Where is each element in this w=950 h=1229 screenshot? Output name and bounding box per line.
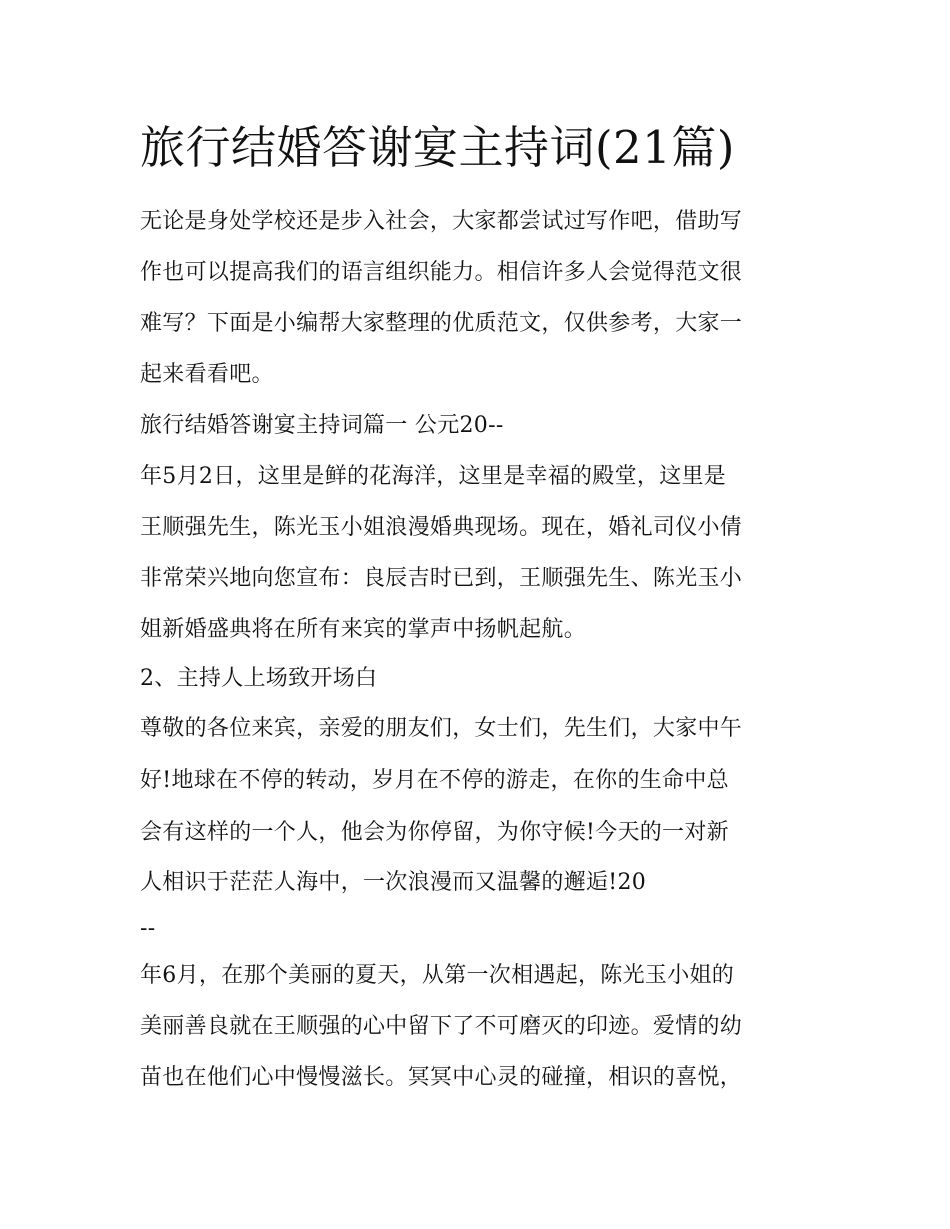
paragraph-line: 姐新婚盛典将在所有来宾的掌声中扬帆起航。 [140,617,587,642]
paragraph-line: 王顺强先生，陈光玉小姐浪漫婚典现场。现在，婚礼司仪小倩 [140,515,743,540]
paragraph-line: 年5月2日，这里是鲜的花海洋，这里是幸福的殿堂，这里是 [140,464,727,489]
section-heading-line: 2、主持人上场致开场白 [140,666,378,691]
paragraph-line: 年6月，在那个美丽的夏天，从第一次相遇起，陈光玉小姐的 [140,963,735,988]
document-title: 旅行结婚答谢宴主持词(21篇) [140,121,735,174]
paragraph-line: 尊敬的各位来宾，亲爱的朋友们，女士们，先生们，大家中午 [140,716,743,741]
paragraph-line: 作也可以提高我们的语言组织能力。相信许多人会觉得范文很 [140,260,743,285]
paragraph-line: 无论是身处学校还是步入社会，大家都尝试过写作吧，借助写 [140,209,743,234]
section-heading-line: 旅行结婚答谢宴主持词篇一 公元20-- [140,413,504,438]
paragraph-line: -- [140,916,156,941]
paragraph-line: 苗也在他们心中慢慢滋长。冥冥中心灵的碰撞，相识的喜悦， [140,1065,743,1090]
paragraph-line: 难写？下面是小编帮大家整理的优质范文，仅供参考，大家一 [140,311,743,336]
paragraph-line: 起来看看吧。 [140,362,274,387]
paragraph-line: 会有这样的一个人，他会为你停留，为你守候!今天的一对新 [140,820,729,845]
paragraph-line: 人相识于茫茫人海中，一次浪漫而又温馨的邂逅!20 [140,870,647,895]
paragraph-line: 美丽善良就在王顺强的心中留下了不可磨灭的印迹。爱情的幼 [140,1014,743,1039]
paragraph-line: 好!地球在不停的转动，岁月在不停的游走，在你的生命中总 [140,768,729,793]
paragraph-line: 非常荣兴地向您宣布：良辰吉时已到，王顺强先生、陈光玉小 [140,566,743,591]
